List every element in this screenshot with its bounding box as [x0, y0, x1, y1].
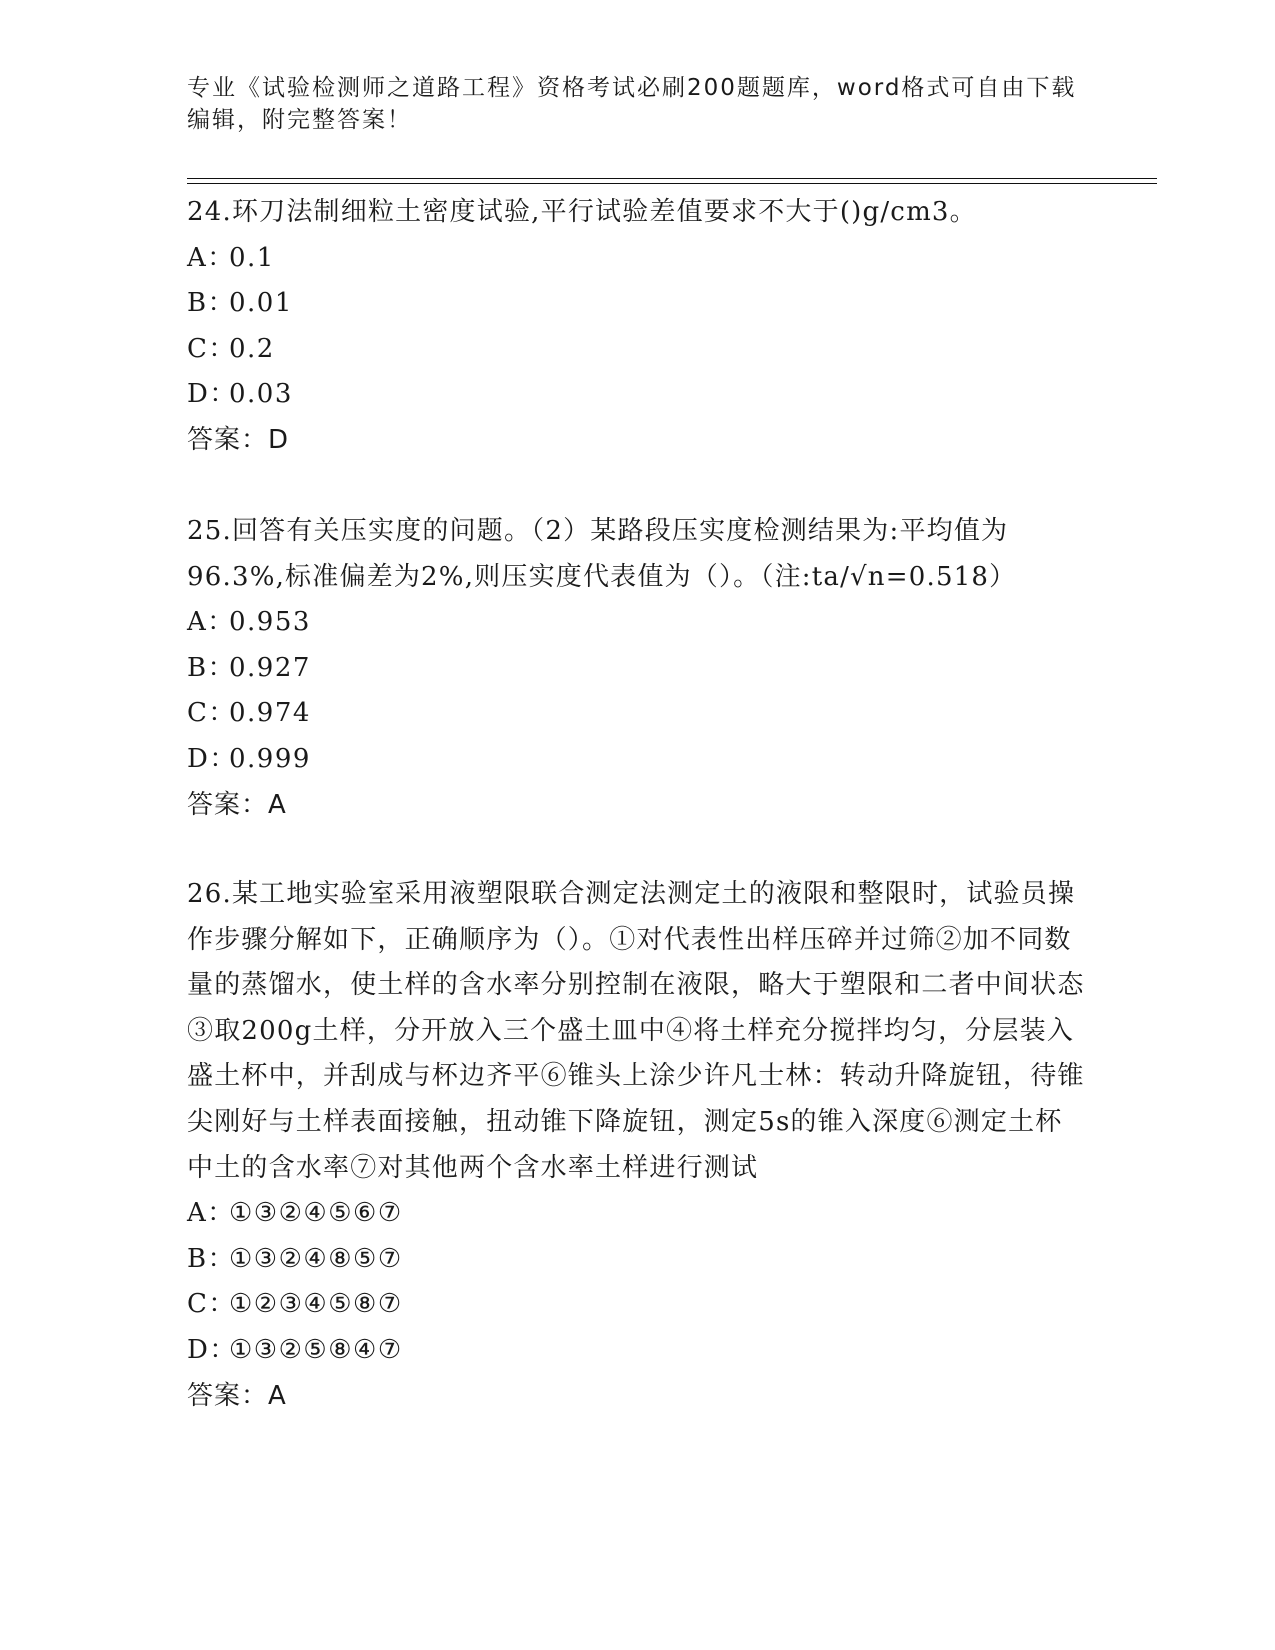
- option-a: [187, 236, 1087, 282]
- question-stem: 25.回答有关压实度的问题。（2）某路段压实度检测结果为:平均值为96.3%,标准偏差为2%,则压实度代表值为（）。（注:ta/√n=0.518）: [187, 516, 1017, 592]
- answer-line: 答案：D: [187, 424, 290, 455]
- option-letter: D：: [187, 743, 237, 774]
- option-a: [187, 1191, 1087, 1237]
- option-text: ①③②④⑤⑥⑦: [229, 1198, 403, 1229]
- option-letter: B：: [187, 1243, 236, 1274]
- header-divider-top: [187, 178, 1157, 179]
- option-d: [187, 372, 1087, 418]
- option-text: ①②③④⑤⑧⑦: [229, 1289, 403, 1320]
- option-text: ①③②④⑧⑤⑦: [229, 1243, 403, 1274]
- document-header: [187, 72, 1087, 136]
- header-line-1: 专业《试验检测师之道路工程》资格考试必刷200题题库，word格式可自由下载: [187, 75, 1077, 101]
- header-line-2: 编辑，附完整答案！: [187, 107, 412, 133]
- option-letter: D：: [187, 1334, 237, 1365]
- option-text: 0.1: [229, 242, 275, 273]
- option-a: [187, 600, 1087, 646]
- option-letter: A：: [187, 607, 235, 638]
- option-letter: B：: [187, 288, 236, 319]
- answer-line: 答案：A: [187, 1380, 287, 1411]
- option-text: ①③②⑤⑧④⑦: [229, 1334, 403, 1365]
- option-text: 0.974: [229, 698, 311, 729]
- option-text: 0.953: [229, 607, 311, 638]
- option-letter: A：: [187, 242, 235, 273]
- option-c: [187, 1282, 1087, 1328]
- answer-line: 答案：A: [187, 789, 287, 820]
- option-text: 0.999: [229, 743, 311, 774]
- question-25: [187, 509, 1087, 828]
- header-divider-bottom: [187, 183, 1157, 184]
- option-b: [187, 281, 1087, 327]
- option-c: [187, 691, 1087, 737]
- option-text: 0.2: [229, 333, 275, 364]
- option-letter: A：: [187, 1198, 235, 1229]
- question-24: [187, 190, 1087, 464]
- question-stem: 26.某工地实验室采用液塑限联合测定法测定土的液限和整限时，试验员操作步骤分解如下，正确顺序为（）。①对代表性出样压碎并过筛②加不同数量的蒸馏水，使土样的含水率分别控制在液限，略大于塑限和二者中间状态③取200g土样，分开放入三个盛土皿中④将土样充分搅拌均匀，分层装入盛土杯中，并刮成与杯边齐平⑥锥头上涂少许凡士林：转动升降旋钮，待锥尖刚好与土样表面接触，扭动锥下降旋钮，测定5s的锥入深度⑥测定土杯中土的含水率⑦对其他两个含水率土样进行测试: [187, 879, 1085, 1183]
- option-b: [187, 646, 1087, 692]
- option-letter: D：: [187, 379, 237, 410]
- option-letter: C：: [187, 333, 236, 364]
- option-text: 0.01: [229, 288, 293, 319]
- option-text: 0.927: [229, 652, 311, 683]
- option-letter: B：: [187, 652, 236, 683]
- option-c: [187, 327, 1087, 373]
- option-text: 0.03: [229, 379, 293, 410]
- option-letter: C：: [187, 1289, 236, 1320]
- question-26: [187, 872, 1087, 1419]
- question-stem: 24.环刀法制细粒土密度试验,平行试验差值要求不大于()g/cm3。: [187, 197, 977, 227]
- option-b: [187, 1237, 1087, 1283]
- option-letter: C：: [187, 698, 236, 729]
- option-d: [187, 737, 1087, 783]
- option-d: [187, 1328, 1087, 1374]
